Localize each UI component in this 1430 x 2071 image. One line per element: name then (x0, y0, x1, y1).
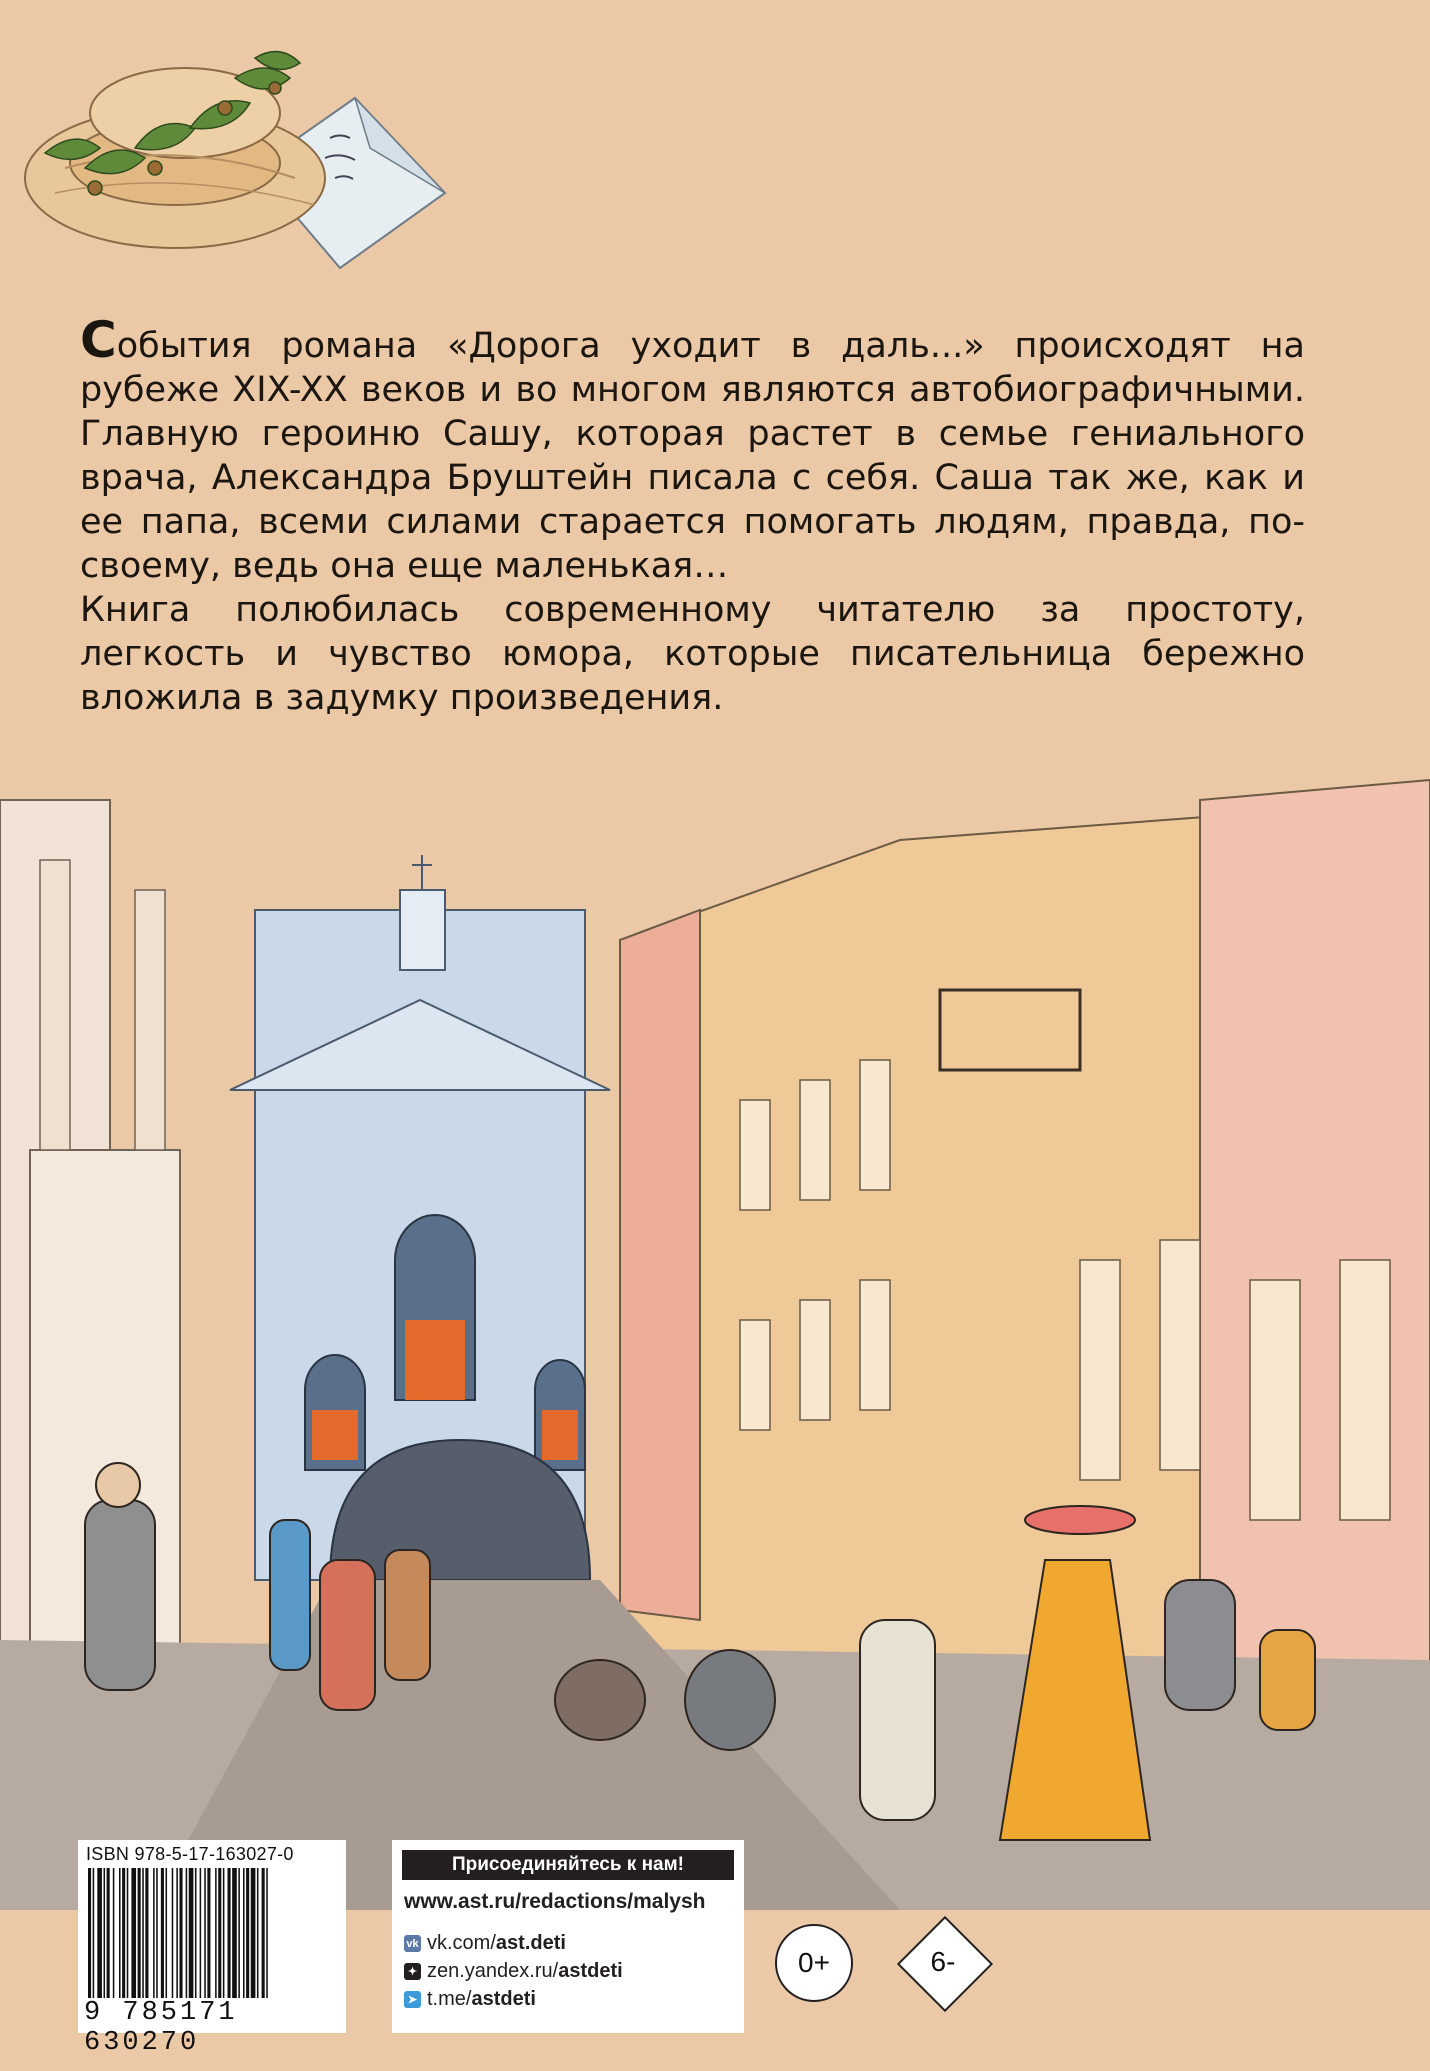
join-us-heading: Присоединяйтесь к нам! (402, 1850, 734, 1880)
barcode-bar (166, 1868, 168, 1998)
social-link-vk-handle: ast.deti (495, 1932, 566, 1954)
social-link-zen-prefix: zen.yandex.ru/ (427, 1960, 559, 1982)
barcode-bar (186, 1868, 188, 1998)
telegram-icon: ➤ (404, 1991, 421, 2008)
barcode-bar (172, 1868, 174, 1998)
barcode-bar (142, 1868, 144, 1998)
barcode-bar (131, 1868, 136, 1998)
barcode-bar (218, 1868, 221, 1998)
description-paragraph-1-text: обытия романа «Дорога уходит в даль...» происходят на рубеже XIX-XX веков и во многом являются автобиографичными. Главную героиню Сашу, которая растет в семье гениального врача, Александра Бруштейн писала с себя. Саша так же, как и ее папа, всеми силами старается помогать людям, правда, по-своему, ведь она еще маленькая… (80, 326, 1305, 586)
barcode-bar (204, 1868, 206, 1998)
barcode-bar (97, 1868, 102, 1998)
barcode-bar (176, 1868, 178, 1998)
barcode-bar (93, 1868, 95, 1998)
barcode-bar (238, 1868, 240, 1998)
gate-of-dawn (230, 855, 610, 1580)
barcode-bar (104, 1868, 106, 1998)
barcode-bar (232, 1868, 237, 1998)
barcode-bar (122, 1868, 125, 1998)
barcode-bar (262, 1868, 265, 1998)
age-rating-circle: 0+ (775, 1924, 853, 2002)
barcode-bar (127, 1868, 129, 1998)
barcode-bar (200, 1868, 202, 1998)
social-link-telegram[interactable] (404, 1988, 536, 2011)
isbn-label: ISBN 978-5-17-163027-0 (86, 1844, 294, 1864)
barcode-bar (257, 1868, 259, 1998)
barcode-bar (246, 1868, 249, 1998)
barcode-bar (161, 1868, 164, 1998)
age-rating-diamond-label: 6- (930, 1946, 956, 1977)
age-rating-diamond (897, 1916, 989, 2008)
barcode-bar (207, 1868, 210, 1998)
barcode-bar (266, 1868, 268, 1998)
barcode-bar (251, 1868, 256, 1998)
barcode-bar (156, 1868, 158, 1998)
social-link-zen-handle: astdeti (558, 1960, 623, 1982)
description-paragraph-2: Книга полюбилась современному читателю за простоту, легкость и чувство юмора, которые писательница бережно вложила в задумку произведения. (80, 590, 1305, 718)
book-description (80, 311, 1305, 720)
barcode-bar (138, 1868, 141, 1998)
vk-icon: vk (404, 1935, 421, 1952)
barcode-bar (223, 1868, 225, 1998)
website-link[interactable]: www.ast.ru/redactions/malysh (404, 1890, 706, 1913)
right-buildings (620, 780, 1430, 1760)
social-link-telegram-prefix: t.me/ (427, 1988, 472, 2010)
barcode-bars (86, 1868, 338, 1998)
barcode-bar (195, 1868, 197, 1998)
social-link-zen[interactable] (404, 1960, 623, 1983)
barcode-bar (243, 1868, 245, 1998)
barcode-bar (113, 1868, 115, 1998)
barcode-bar (179, 1868, 182, 1998)
hat-illustration (25, 18, 455, 298)
social-link-vk-prefix: vk.com/ (427, 1932, 496, 1954)
social-link-telegram-handle: astdeti (471, 1988, 536, 2010)
description-paragraph-1 (80, 311, 1305, 588)
social-link-vk[interactable] (404, 1932, 566, 1955)
barcode-bar (215, 1868, 217, 1998)
drop-cap: С (80, 311, 117, 369)
social-links-block (392, 1840, 744, 2033)
barcode-bar (119, 1868, 121, 1998)
barcode-bar (189, 1868, 194, 1998)
barcode-bar (228, 1868, 231, 1998)
barcode-bar (88, 1868, 91, 1998)
barcode-block (78, 1840, 346, 2058)
barcode-bar (107, 1868, 110, 1998)
zen-icon: ✦ (404, 1963, 421, 1980)
street-scene-illustration (0, 760, 1430, 1910)
barcode-bar (153, 1868, 155, 1998)
barcode-bar (145, 1868, 148, 1998)
barcode-digits: 9 785171 630270 (84, 1998, 238, 2058)
